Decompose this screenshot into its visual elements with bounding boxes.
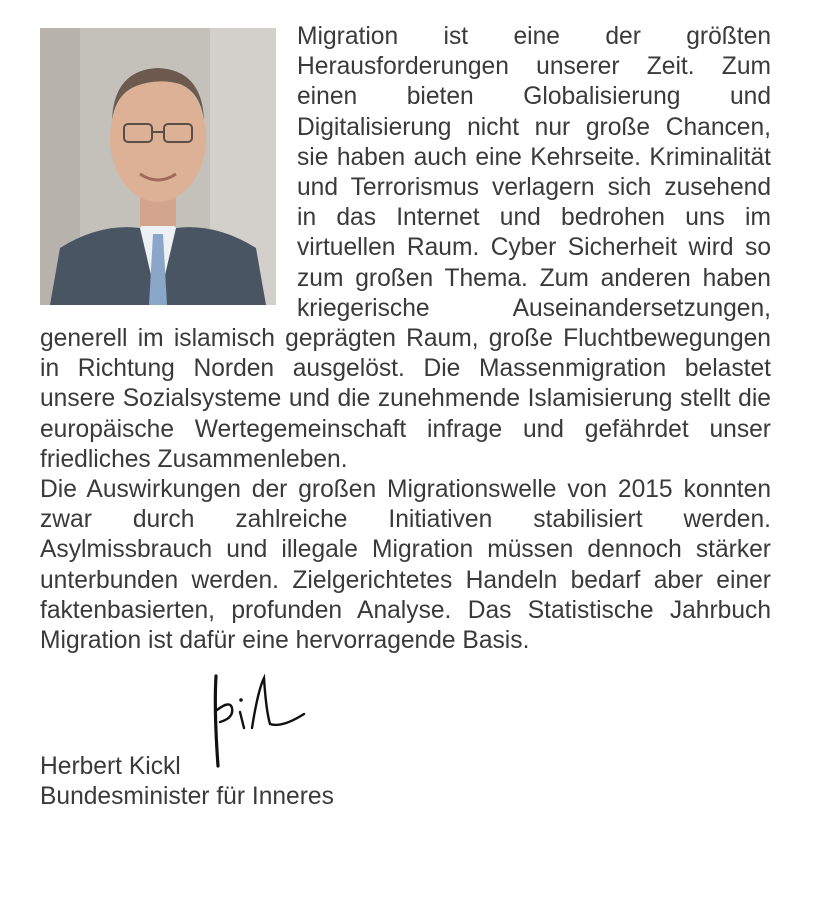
foreword-paragraph-2: Die Auswirkungen der großen Migrationswelle von 2015 konnten zwar durch zahlreiche Initiativen stabilisiert werden. Asylmissbrauch und illegale Migration müssen dennoch stärker unterbunden werden. Zielgerichtetes Handeln bedarf aber einer faktenbasierten, profunden Analyse. Das Statistische Jahrbuch Migration ist dafür eine hervorragende Basis. bbox=[40, 476, 771, 655]
signature-icon bbox=[204, 670, 324, 770]
foreword-paragraph-1: Migration ist eine der größten Herausforderungen unserer Zeit. Zum einen bieten Globalisierung und Digitalisierung nicht nur große Chancen, sie haben auch eine Kehrseite. Kriminalität und Terrorismus verlagern sich zusehend in das Internet und bedrohen uns im virtuellen Raum. Cyber Sicherheit wird so zum großen Thema. Zum anderen haben kriegerische Auseinandersetzungen, generell im islamisch geprägten Raum, große Fluchtbewegungen in Richtung Norden ausgelöst. Die Massenmigration belastet unsere Sozialsysteme und die zunehmende Islamisierung stellt die europäische Wertegemeinschaft infrage und gefährdet unser friedliches Zusammenleben. bbox=[40, 23, 771, 473]
signoff bbox=[40, 670, 771, 820]
signatory-title: Bundesminister für Inneres bbox=[40, 783, 334, 811]
portrait-photo bbox=[40, 28, 276, 305]
signatory-name: Herbert Kickl bbox=[40, 753, 181, 781]
foreword bbox=[40, 22, 771, 820]
